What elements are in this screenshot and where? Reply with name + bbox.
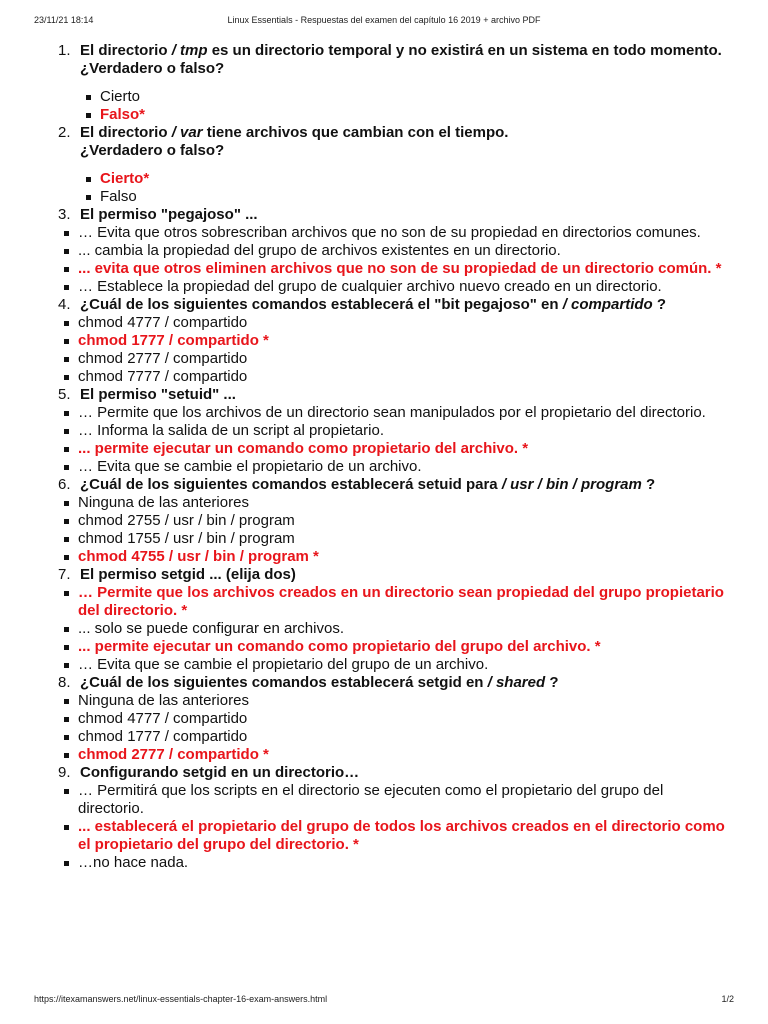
option-correct: ... permite ejecutar un comando como propietario del grupo del archivo. * [62,638,732,656]
option-correct: ... evita que otros eliminen archivos que no son de su propiedad de un directorio común. * [62,260,732,278]
question-number: 6. [58,476,71,493]
option: … Evita que se cambie el propietario de un archivo. [62,458,732,476]
option: … Evita que otros sobrescriban archivos que no son de su propiedad en directorios comunes. [62,224,732,242]
option: … Evita que se cambie el propietario del grupo de un archivo. [62,656,732,674]
question-text: ¿Cuál de los siguientes comandos establecerá setgid en / shared ? [80,674,559,691]
question-text: El permiso "setuid" ... [80,386,236,403]
question-text: El directorio / tmp es un directorio temporal y no existirá en un sistema en todo momento. [80,42,722,59]
question-number: 7. [58,566,71,583]
option: … Establece la propiedad del grupo de cualquier archivo nuevo creado en un directorio. [62,278,732,296]
question-7 [58,566,732,674]
question-number: 5. [58,386,71,403]
option: … Permitirá que los scripts en el directorio se ejecuten como el propietario del grupo del directorio. [62,782,732,818]
question-8 [58,674,732,764]
question-number: 1. [58,42,71,59]
option: … Informa la salida de un script al propietario. [62,422,732,440]
option-correct: ... permite ejecutar un comando como propietario del archivo. * [62,440,732,458]
option: Ninguna de las anteriores [62,494,732,512]
option: chmod 2755 / usr / bin / program [62,512,732,530]
option: Falso [62,188,732,206]
question-number: 2. [58,124,71,141]
question-text: ¿Cuál de los siguientes comandos establecerá el "bit pegajoso" en / compartido ? [80,296,667,313]
question-6 [58,476,732,566]
option: chmod 4777 / compartido [62,710,732,728]
option: …no hace nada. [62,854,732,872]
question-text: El directorio / var tiene archivos que cambian con el tiempo. [80,124,509,141]
question-number: 4. [58,296,71,313]
source-url: https://itexamanswers.net/linux-essentials-chapter-16-exam-answers.html [34,994,328,1004]
print-date: 23/11/21 18:14 [34,15,94,25]
question-2 [58,124,732,206]
option-correct: ... establecerá el propietario del grupo de todos los archivos creados en el directorio como el propietario del grupo del directorio. * [62,818,732,854]
question-4 [58,296,732,386]
question-text: ¿Cuál de los siguientes comandos establecerá setuid para / usr / bin / program ? [80,476,656,493]
option-correct: … Permite que los archivos creados en un directorio sean propiedad del grupo propietario del directorio. * [62,584,732,620]
option-correct: Cierto* [62,170,732,188]
option: ... solo se puede configurar en archivos. [62,620,732,638]
option: chmod 2777 / compartido [62,350,732,368]
option-correct: chmod 4755 / usr / bin / program * [62,548,732,566]
option-correct: chmod 1777 / compartido * [62,332,732,350]
option: … Permite que los archivos de un directorio sean manipulados por el propietario del directorio. [62,404,732,422]
true-false-prompt: ¿Verdadero o falso? [80,142,225,159]
question-5 [58,386,732,476]
print-title: Linux Essentials - Respuestas del examen del capítulo 16 2019 + archivo PDF [227,15,541,25]
question-list [58,42,732,872]
option-correct: Falso* [62,106,732,124]
question-3 [58,206,732,296]
option-correct: chmod 2777 / compartido * [62,746,732,764]
option: chmod 1755 / usr / bin / program [62,530,732,548]
option: ... cambia la propiedad del grupo de archivos existentes en un directorio. [62,242,732,260]
question-text: El permiso setgid ... (elija dos) [80,566,296,583]
question-text: El permiso "pegajoso" ... [80,206,258,223]
question-text: Configurando setgid en un directorio… [80,764,360,781]
page-number: 1/2 [721,994,734,1004]
true-false-prompt: ¿Verdadero o falso? [80,60,225,77]
question-number: 3. [58,206,71,223]
question-9 [58,764,732,872]
option: chmod 1777 / compartido [62,728,732,746]
option: chmod 4777 / compartido [62,314,732,332]
option: Ninguna de las anteriores [62,692,732,710]
question-number: 9. [58,764,71,781]
question-1 [58,42,732,124]
option: chmod 7777 / compartido [62,368,732,386]
option: Cierto [62,88,732,106]
question-number: 8. [58,674,71,691]
